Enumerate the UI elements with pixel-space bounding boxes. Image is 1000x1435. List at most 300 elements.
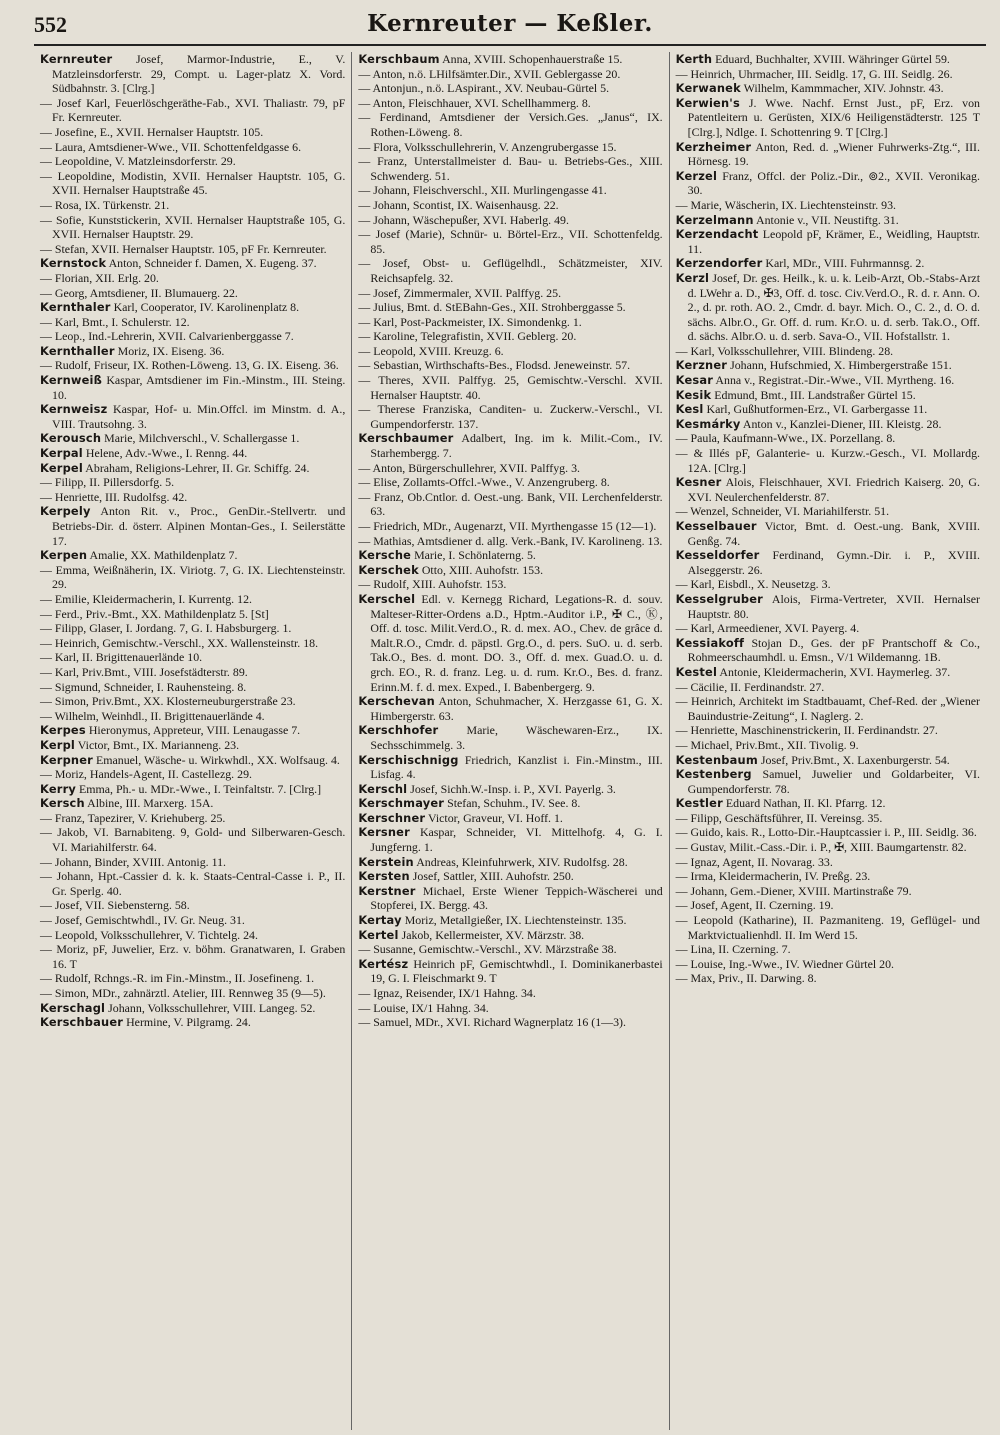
- entry-surname: Kerpl: [40, 737, 76, 752]
- directory-entry: [358, 110, 662, 139]
- directory-entry: [676, 198, 980, 213]
- entry-surname: Kestel: [675, 664, 718, 679]
- directory-entry: [40, 329, 345, 344]
- directory-entry: [676, 431, 980, 446]
- entry-text: — Josef (Marie), Schnür- u. Börtel-Erz., VII. Schottenfeldg. 85.: [358, 227, 663, 256]
- running-head: Kernreuter — Keßler.: [367, 10, 653, 37]
- directory-entry: [358, 402, 662, 431]
- entry-text: — Louise, Ing.-Wwe., IV. Wiedner Gürtel 20.: [675, 956, 894, 971]
- entry-text: Anton, Schuhmacher, X. Herzgasse 61, G. X. Himbergerstr. 63.: [370, 694, 663, 723]
- entry-surname: Kerschbaum: [358, 52, 440, 66]
- entry-text: Anton v., Kanzlei-Diener, III. Kleistg. 28.: [742, 416, 942, 431]
- entry-text: Josef, Priv.Bmt., X. Laxenburgerstr. 54.: [760, 752, 950, 767]
- directory-entry: [40, 490, 345, 505]
- entry-text: — Filipp, Geschäftsführer, II. Vereinsg. 35.: [675, 810, 883, 825]
- directory-entry: [676, 796, 980, 811]
- entry-text: Marie, Wäschewaren-Erz., IX. Sechsschimmelg. 3.: [370, 723, 663, 752]
- entry-text: — Johann, Binder, XVIII. Antonig. 11.: [40, 854, 227, 869]
- entry-text: — Moriz, pF, Juwelier, Erz. v. böhm. Granatwaren, I. Graben 16. T: [40, 942, 346, 971]
- entry-surname: Kertész: [358, 956, 409, 971]
- directory-entry: [40, 723, 345, 738]
- entry-text: Alois, Fleischhauer, XVI. Friedrich Kaiserg. 20, G. XVI. Neulerchenfelderstr. 87.: [687, 475, 980, 504]
- directory-entry: [358, 855, 662, 870]
- directory-entry: [676, 811, 980, 826]
- entry-text: — Leopold, Volksschullehrer, V. Tichtelg. 24.: [40, 927, 258, 942]
- entry-text: — & Illés pF, Galanterie- u. Kurzw.-Gesch., VI. Mollardg. 12A. [Clrg.]: [675, 446, 980, 475]
- entry-text: Abraham, Religions-Lehrer, II. Gr. Schiffg. 24.: [85, 460, 310, 475]
- entry-text: — Susanne, Gemischtw.-Verschl., XV. Märzstraße 38.: [358, 942, 617, 957]
- entry-text: — Stefan, XVII. Hernalser Hauptstr. 105, pF Fr. Kernreuter.: [40, 241, 327, 256]
- directory-entry: [40, 548, 345, 563]
- directory-entry: [40, 636, 345, 651]
- directory-entry: [358, 753, 662, 782]
- entry-surname: Kestler: [675, 796, 723, 811]
- directory-entry: [358, 957, 662, 986]
- entry-text: — Rudolf, Rchngs.-R. im Fin.-Minstm., II. Josefineng. 1.: [40, 971, 315, 986]
- entry-text: — Josef, Gemischtwhdl., IV. Gr. Neug. 31.: [40, 913, 245, 928]
- directory-entry: [358, 96, 662, 111]
- directory-entry: [676, 825, 980, 840]
- directory-entry: [358, 52, 662, 67]
- entry-text: — Heinrich, Gemischtw.-Verschl., XX. Wallensteinstr. 18.: [40, 635, 319, 650]
- entry-text: — Sigmund, Schneider, I. Rauhensteing. 8.: [40, 679, 247, 694]
- directory-entry: [40, 665, 345, 680]
- entry-surname: Kersten: [358, 869, 410, 884]
- directory-entry: [676, 271, 980, 344]
- entry-text: Stojan D., Ges. der pF Prantschoff & Co., Rohmeerschaumhdl. u. Emsn., V/1 Wildemanng. 1B.: [687, 635, 980, 665]
- entry-text: Victor, Graveur, VI. Hoff. 1.: [427, 810, 563, 825]
- column-2: [351, 52, 668, 1430]
- directory-entry: [358, 373, 662, 402]
- entry-surname: Kerousch: [40, 431, 102, 446]
- directory-entry: [40, 169, 345, 198]
- entry-surname: Kertay: [358, 913, 402, 928]
- entry-text: Kaspar, Schneider, VI. Mittelhofg. 4, G. I. Jungferng. 1.: [370, 825, 663, 855]
- entry-text: — Ferd., Priv.-Bmt., XX. Mathildenplatz 5. [St]: [40, 606, 269, 621]
- directory-entry: [676, 680, 980, 695]
- entry-text: — Johann, Fleischverschl., XII. Murlingengasse 41.: [358, 183, 607, 198]
- directory-entry: [676, 840, 980, 855]
- directory-entry: [358, 548, 662, 563]
- directory-entry: [40, 738, 345, 753]
- directory-entry: [40, 461, 345, 476]
- entry-surname: Kesseldorfer: [675, 548, 760, 563]
- entry-text: Alois, Firma-Vertreter, XVII. Hernalser Hauptstr. 80.: [687, 591, 980, 621]
- entry-text: — Therese Franziska, Canditen- u. Zuckerw.-Verschl., VI. Gumpendorferstr. 137.: [358, 402, 663, 431]
- entry-surname: Kesar: [675, 373, 714, 388]
- entry-text: — Johann, Wäschepußer, XVI. Haberlg. 49.: [358, 212, 569, 227]
- directory-entry: [40, 52, 345, 96]
- directory-entry: [358, 67, 662, 82]
- entry-text: — Josef, Zimmermaler, XVII. Palffyg. 25.: [358, 285, 562, 300]
- directory-entry: [40, 913, 345, 928]
- directory-entry: [40, 869, 345, 898]
- directory-entry: [676, 592, 980, 621]
- entry-text: — Leopoldine, V. Matzleinsdorferstr. 29.: [40, 154, 236, 169]
- entry-text: — Rudolf, Friseur, IX. Rothen-Löweng. 13, G. IX. Eiseng. 36.: [40, 358, 339, 373]
- entry-surname: Kertel: [358, 927, 399, 942]
- directory-entry: [676, 475, 980, 504]
- entry-text: — Georg, Amtsdiener, II. Blumauerg. 22.: [40, 285, 238, 300]
- directory-entry: [40, 402, 345, 431]
- entry-surname: Kerpal: [40, 446, 83, 461]
- directory-entry: [40, 971, 345, 986]
- entry-text: Marie, Milchverschl., V. Schallergasse 1.: [104, 431, 300, 446]
- entry-text: — Heinrich, Architekt im Stadtbauamt, Chef-Red. der „Wiener Bauindustrie-Zeitung“, I. Naglerg. 2.: [675, 694, 980, 723]
- entry-text: Antonie, Kleidermacherin, XVI. Haymerleg. 37.: [719, 664, 951, 679]
- directory-entry: [40, 592, 345, 607]
- entry-text: — Henriette, Maschinenstrickerin, II. Ferdinandstr. 27.: [675, 723, 938, 738]
- directory-entry: [40, 125, 345, 140]
- directory-entry: [358, 811, 662, 826]
- entry-text: Otto, XIII. Auhofstr. 153.: [421, 562, 544, 577]
- directory-entry: [40, 140, 345, 155]
- entry-text: — Ignaz, Agent, II. Novarag. 33.: [675, 854, 833, 869]
- entry-text: Wilhelm, Kammmacher, XIV. Johnstr. 43.: [743, 81, 944, 96]
- entry-text: Victor, Bmt. d. Oest.-ung. Bank, XVIII. Genßg. 74.: [687, 519, 980, 548]
- entry-text: Josef, Sichh.W.-Insp. i. P., XVI. Payerlg. 3.: [410, 781, 616, 796]
- entry-surname: Kersch: [40, 796, 85, 811]
- entry-text: — Karoline, Telegrafistin, XVII. Geblerg. 20.: [358, 329, 577, 344]
- entry-text: — Jakob, VI. Barnabiteng. 9, Gold- und Silberwaren-Gesch. VI. Mariahilferstr. 64.: [40, 825, 346, 855]
- directory-entry: [358, 213, 662, 228]
- entry-text: — Sebastian, Wirthschafts-Bes., Flodsd. Jeneweinstr. 57.: [358, 358, 631, 373]
- directory-entry: [40, 928, 345, 943]
- entry-text: — Samuel, MDr., XVI. Richard Wagnerplatz 16 (1—3).: [358, 1015, 626, 1030]
- entry-text: Johann, Volksschullehrer, VIII. Langeg. 52.: [108, 1000, 316, 1015]
- entry-text: Michael, Erste Wiener Teppich-Wäscherei und Stopferei, IX. Bergg. 43.: [370, 883, 663, 913]
- entry-surname: Kernweiß: [40, 373, 103, 388]
- directory-entry: [676, 140, 980, 169]
- entry-surname: Kerpely: [40, 504, 91, 519]
- directory-entry: [40, 373, 345, 402]
- directory-entry: [40, 431, 345, 446]
- directory-entry: [40, 315, 345, 330]
- entry-surname: Kesselbauer: [675, 519, 757, 533]
- entry-surname: Kerwien's: [675, 95, 740, 110]
- entry-text: — Irma, Kleidermacherin, IV. Preßg. 23.: [675, 869, 871, 884]
- entry-text: Amalie, XX. Mathildenplatz 7.: [89, 548, 238, 563]
- directory-entry: [40, 811, 345, 826]
- entry-surname: Kerwanek: [675, 81, 741, 96]
- entry-surname: Kesl: [675, 402, 704, 417]
- entry-text: — Emma, Weißnäherin, IX. Viriotg. 7, G. IX. Liechtensteinstr. 29.: [40, 562, 346, 592]
- entry-text: — Karl, II. Brigittenauerlände 10.: [40, 650, 203, 665]
- directory-entry: [676, 971, 980, 986]
- directory-entry: [358, 227, 662, 256]
- entry-surname: Kerschbaumer: [358, 431, 454, 446]
- entry-text: Edmund, Bmt., III. Landstraßer Gürtel 15.: [714, 387, 916, 402]
- directory-entry: [40, 753, 345, 768]
- directory-entry: [676, 738, 980, 753]
- entry-text: — Leopoldine, Modistin, XVII. Hernalser Hauptstr. 105, G. XVII. Hernalser Hauptstraße 45.: [40, 168, 346, 198]
- entry-text: Antonie v., VII. Neustiftg. 31.: [756, 212, 899, 227]
- entry-text: — Gustav, Milit.-Cass.-Dir. i. P., ✠, XIII. Baumgartenstr. 82.: [675, 840, 967, 855]
- entry-text: — Karl, Priv.Bmt., VIII. Josefstädterstr. 89.: [40, 664, 248, 679]
- entry-surname: Kernweisz: [40, 402, 108, 417]
- entry-surname: Kernreuter: [40, 52, 113, 66]
- entry-text: — Simon, MDr., zahnärztl. Atelier, III. Rennweg 35 (9—5).: [40, 986, 326, 1000]
- entry-text: — Flora, Volksschullehrerin, V. Anzengrubergasse 15.: [358, 139, 617, 154]
- entry-text: — Ferdinand, Amtsdiener der Versich.Ges. „Janus“, IX. Rothen-Löweng. 8.: [358, 110, 663, 139]
- entry-text: Eduard Nathan, II. Kl. Pfarrg. 12.: [725, 796, 886, 811]
- entry-text: — Guido, kais. R., Lotto-Dir.-Hauptcassier i. P., III. Seidlg. 36.: [675, 825, 977, 840]
- directory-entry: [676, 169, 980, 198]
- column-3: [669, 52, 986, 1430]
- entry-text: Johann, Hufschmied, X. Himbergerstraße 151.: [730, 358, 952, 373]
- directory-entry: [676, 548, 980, 577]
- entry-text: Kaspar, Hof- u. Min.Offcl. im Minstm. d. A., VIII. Trautsohng. 3.: [52, 402, 346, 431]
- directory-entry: [358, 358, 662, 373]
- entry-surname: Kernthaller: [40, 343, 115, 358]
- entry-text: Adalbert, Ing. im k. Milit.-Com., IV. Starhembergg. 7.: [370, 431, 663, 461]
- entry-text: — Johann, Gem.-Diener, XVIII. Martinstraße 79.: [675, 883, 912, 898]
- directory-entry: [358, 286, 662, 301]
- entry-text: Jakob, Kellermeister, XV. Märzstr. 38.: [401, 927, 585, 942]
- entry-surname: Kernthaler: [40, 300, 111, 315]
- entry-text: Hermine, V. Pilgramg. 24.: [126, 1015, 251, 1030]
- entry-text: — Leop., Ind.-Lehrerin, XVII. Calvarienberggasse 7.: [40, 329, 294, 344]
- entry-text: Marie, I. Schönlaterng. 5.: [414, 548, 536, 563]
- entry-surname: Kersche: [358, 548, 412, 563]
- entry-text: — Emilie, Kleidermacherin, I. Kurrentg. 12.: [40, 591, 252, 606]
- entry-surname: Kerschevan: [358, 694, 435, 709]
- directory-entry: [40, 256, 345, 271]
- entry-surname: Kerschner: [358, 810, 426, 825]
- entry-surname: Kerth: [675, 52, 713, 66]
- directory-entry: [40, 446, 345, 461]
- directory-columns: [34, 52, 986, 1430]
- entry-text: — Paula, Kaufmann-Wwe., IX. Porzellang. 8.: [675, 431, 896, 446]
- directory-entry: [40, 650, 345, 665]
- directory-entry: [676, 884, 980, 899]
- directory-entry: [40, 607, 345, 622]
- entry-text: — Elise, Zollamts-Offcl.-Wwe., V. Anzengruberg. 8.: [358, 475, 610, 490]
- entry-surname: Kerschischnigg: [358, 752, 459, 767]
- entry-text: Victor, Bmt., IX. Marianneng. 23.: [77, 737, 240, 752]
- entry-text: — Johann, Hpt.-Cassier d. k. k. Staats-Central-Casse i. P., II. Gr. Sperlg. 40.: [40, 869, 346, 898]
- directory-entry: [40, 825, 345, 854]
- entry-surname: Kerzheimer: [675, 139, 752, 154]
- entry-text: Eduard, Buchhalter, XVIII. Währinger Gürtel 59.: [715, 52, 950, 66]
- entry-text: — Wilhelm, Weinhdl., II. Brigittenauerlände 4.: [40, 708, 265, 723]
- entry-text: — Marie, Wäscherin, IX. Liechtensteinstr. 93.: [675, 197, 897, 212]
- entry-text: — Wenzel, Schneider, VI. Mariahilferstr. 51.: [675, 504, 890, 519]
- entry-surname: Kerpes: [40, 723, 86, 738]
- entry-text: — Laura, Amtsdiener-Wwe., VII. Schottenfeldgasse 6.: [40, 139, 302, 154]
- entry-text: Moriz, IX. Eiseng. 36.: [117, 343, 225, 358]
- entry-surname: Kerschek: [358, 562, 419, 577]
- entry-text: Albine, III. Marxerg. 15A.: [87, 796, 214, 811]
- directory-entry: [40, 942, 345, 971]
- directory-entry: [358, 140, 662, 155]
- entry-surname: Kerpner: [40, 752, 93, 767]
- entry-text: — Moriz, Handels-Agent, II. Castellezg. 29.: [40, 767, 252, 782]
- directory-entry: [676, 869, 980, 884]
- directory-entry: [676, 256, 980, 271]
- directory-entry: [676, 402, 980, 417]
- directory-entry: [40, 154, 345, 169]
- entry-text: — Antonjun., n.ö. LAspirant., XV. Neubau-Gürtel 5.: [358, 81, 610, 96]
- entry-text: Franz, Offcl. der Poliz.-Dir., ⊚2., XVII. Veronikag. 30.: [687, 168, 980, 198]
- entry-text: Josef, Sattler, XIII. Auhofstr. 250.: [412, 869, 574, 884]
- directory-entry: [358, 183, 662, 198]
- directory-entry: [40, 504, 345, 548]
- entry-text: — Julius, Bmt. d. StEBahn-Ges., XII. Strohberggasse 5.: [358, 300, 626, 315]
- directory-entry: [676, 344, 980, 359]
- page-header: [34, 10, 986, 46]
- directory-entry: [676, 665, 980, 680]
- directory-entry: [358, 431, 662, 460]
- entry-text: — Josef, VII. Siebensterng. 58.: [40, 898, 190, 913]
- directory-entry: [40, 1001, 345, 1016]
- directory-entry: [358, 344, 662, 359]
- entry-text: Karl, Gußhutformen-Erz., VI. Garbergasse 11.: [706, 402, 928, 417]
- page-number: 552: [34, 12, 67, 37]
- directory-entry: [676, 753, 980, 768]
- directory-entry: [40, 213, 345, 242]
- entry-text: — Anton, Fleischhauer, XVI. Schellhammerg. 8.: [358, 95, 591, 110]
- entry-text: — Anton, Bürgerschullehrer, XVII. Palffyg. 3.: [358, 460, 580, 475]
- directory-entry: [40, 782, 345, 797]
- directory-entry: [358, 782, 662, 797]
- directory-entry: [358, 986, 662, 1001]
- directory-entry: [676, 723, 980, 738]
- entry-text: — Franz, Ob.Cntlor. d. Oest.-ung. Bank, VII. Lerchenfelderstr. 63.: [358, 489, 663, 519]
- entry-text: — Sofie, Kunststickerin, XVII. Hernalser Hauptstraße 105, G. XVII. Hernalser Hauptstr. 29.: [40, 212, 346, 242]
- directory-entry: [358, 154, 662, 183]
- directory-entry: [358, 913, 662, 928]
- entry-text: Josef, Marmor-Industrie, E., V. Matzleinsdorferstr. 29, Compt. u. Lager-platz X. Vord. Südbahnstr. 3. [Clrg.]: [52, 52, 346, 96]
- directory-entry: [40, 621, 345, 636]
- directory-entry: [358, 723, 662, 752]
- entry-surname: Kesik: [675, 387, 712, 402]
- directory-entry: [40, 855, 345, 870]
- entry-text: — Josefine, E., XVII. Hernalser Hauptstr. 105.: [40, 124, 264, 139]
- directory-entry: [358, 300, 662, 315]
- directory-entry: [676, 96, 980, 140]
- directory-entry: [40, 767, 345, 782]
- entry-text: Andreas, Kleinfuhrwerk, XIV. Rudolfsg. 28.: [416, 854, 628, 869]
- directory-entry: [40, 242, 345, 257]
- entry-text: — Mathias, Amtsdiener d. allg. Verk.-Bank, IV. Karolineng. 13.: [358, 533, 663, 548]
- entry-text: Moriz, Metallgießer, IX. Liechtensteinstr. 135.: [404, 913, 627, 928]
- directory-entry: [40, 475, 345, 490]
- directory-entry: [358, 825, 662, 854]
- entry-text: — Josef, Obst- u. Geflügelhdl., Schätzmeister, XIV. Reichsapfelg. 32.: [358, 256, 663, 285]
- entry-text: Helene, Adv.-Wwe., I. Renng. 44.: [85, 446, 248, 461]
- directory-entry: [358, 534, 662, 549]
- entry-text: J. Wwe. Nachf. Ernst Just., pF, Erz. von Patentleitern u. Gerüsten, XIX/6 Heiligenstädterstr. 125 T [Clrg.], Ndlge. I. Schottenring 9. T [Clrg.]: [687, 95, 980, 139]
- entry-surname: Kerschhofer: [358, 723, 439, 738]
- entry-text: — Ignaz, Reisender, IX/1 Hahng. 34.: [358, 986, 536, 1000]
- entry-text: — Friedrich, MDr., Augenarzt, VII. Myrthengasse 15 (12—1).: [358, 519, 657, 533]
- entry-surname: Kesselgruber: [675, 591, 763, 606]
- entry-text: Karl, Cooperator, IV. Karolinenplatz 8.: [113, 300, 300, 315]
- entry-text: Emma, Ph.- u. MDr.-Wwe., I. Teinfaltstr. 7. [Clrg.]: [79, 781, 322, 796]
- entry-surname: Kerschmayer: [358, 796, 445, 811]
- directory-entry: [676, 81, 980, 96]
- entry-surname: Kerpen: [40, 548, 88, 563]
- entry-text: Samuel, Juwelier und Goldarbeiter, VI. Gumpendorferstr. 78.: [687, 767, 980, 796]
- entry-text: Anton, Red. d. „Wiener Fuhrwerks-Ztg.“, III. Hörnesg. 19.: [687, 139, 980, 169]
- entry-surname: Kerzl: [675, 270, 710, 285]
- directory-entry: [358, 928, 662, 943]
- entry-text: — Max, Priv., II. Darwing. 8.: [675, 971, 817, 986]
- entry-surname: Kerschbauer: [40, 1015, 124, 1030]
- entry-surname: Kesmárky: [675, 416, 741, 431]
- entry-text: Kaspar, Amtsdiener im Fin.-Minstm., III. Steing. 10.: [52, 373, 346, 402]
- directory-entry: [676, 767, 980, 796]
- directory-entry: [676, 577, 980, 592]
- directory-entry: [676, 957, 980, 972]
- directory-entry: [358, 796, 662, 811]
- directory-entry: [676, 942, 980, 957]
- entry-text: — Karl, Post-Packmeister, IX. Simondenkg. 1.: [358, 314, 582, 329]
- entry-surname: Kerpel: [40, 460, 83, 475]
- directory-entry: [676, 446, 980, 475]
- directory-entry: [358, 461, 662, 476]
- directory-entry: [40, 986, 345, 1001]
- entry-text: — Louise, IX/1 Hahng. 34.: [358, 1000, 489, 1015]
- entry-surname: Kestenberg: [675, 767, 752, 782]
- directory-entry: [40, 694, 345, 709]
- entry-surname: Kerstein: [358, 854, 414, 869]
- directory-entry: [358, 592, 662, 694]
- entry-text: — Franz, Tapezirer, V. Kriehuberg. 25.: [40, 810, 226, 825]
- entry-text: Anton Rit. v., Proc., GenDir.-Stellvertr. und Betriebs-Dir. d. österr. Alpinen Montan-Ges., I. Seilerstätte 17.: [52, 504, 346, 548]
- entry-text: Anna v., Registrat.-Dir.-Wwe., VII. Myrtheng. 16.: [715, 373, 955, 388]
- entry-surname: Kerzendorfer: [675, 256, 763, 271]
- entry-surname: Kerzelmann: [675, 212, 754, 227]
- directory-entry: [676, 373, 980, 388]
- directory-entry: [40, 563, 345, 592]
- entry-text: — Leopold (Katharine), II. Pazmaniteng. 19, Geflügel- und Marktvictualienhdl. II. Im Werd 15.: [675, 913, 980, 942]
- directory-entry: [358, 577, 662, 592]
- directory-entry: [40, 1015, 345, 1030]
- entry-surname: Kerschl: [358, 781, 408, 796]
- directory-entry: [358, 329, 662, 344]
- entry-text: Ferdinand, Gymn.-Dir. i. P., XVIII. Alseggerstr. 26.: [687, 548, 980, 577]
- directory-entry: [358, 256, 662, 285]
- entry-surname: Kerschagl: [40, 1000, 106, 1015]
- entry-surname: Kerry: [40, 781, 77, 796]
- entry-text: — Franz, Unterstallmeister d. Bau- u. Betriebs-Ges., XIII. Schwenderg. 51.: [358, 154, 663, 183]
- entry-text: — Simon, Priv.Bmt., XX. Klosterneuburgerstraße 23.: [40, 694, 296, 709]
- entry-text: Anna, XVIII. Schopenhauerstraße 15.: [442, 52, 623, 66]
- directory-entry: [676, 67, 980, 82]
- entry-surname: Kerzel: [675, 168, 718, 183]
- entry-text: — Johann, Scontist, IX. Waisenhausg. 22.: [358, 197, 559, 212]
- directory-entry: [676, 227, 980, 256]
- directory-entry: [40, 709, 345, 724]
- directory-entry: [676, 52, 980, 67]
- directory-entry: [676, 898, 980, 913]
- entry-text: — Heinrich, Uhrmacher, III. Seidlg. 17, G. III. Seidlg. 26.: [675, 66, 953, 81]
- directory-entry: [676, 855, 980, 870]
- directory-entry: [358, 1015, 662, 1030]
- directory-entry: [40, 286, 345, 301]
- directory-entry: [676, 621, 980, 636]
- entry-text: — Karl, Volksschullehrer, VIII. Blindeng. 28.: [675, 343, 894, 358]
- entry-surname: Kestenbaum: [675, 752, 758, 767]
- directory-entry: [40, 300, 345, 315]
- entry-text: — Michael, Priv.Bmt., XII. Tivolig. 9.: [675, 737, 859, 752]
- directory-entry: [358, 490, 662, 519]
- entry-text: — Karl, Armeediener, XVI. Payerg. 4.: [675, 621, 860, 636]
- entry-text: Anton, Schneider f. Damen, X. Eugeng. 37.: [108, 256, 317, 271]
- directory-entry: [358, 519, 662, 534]
